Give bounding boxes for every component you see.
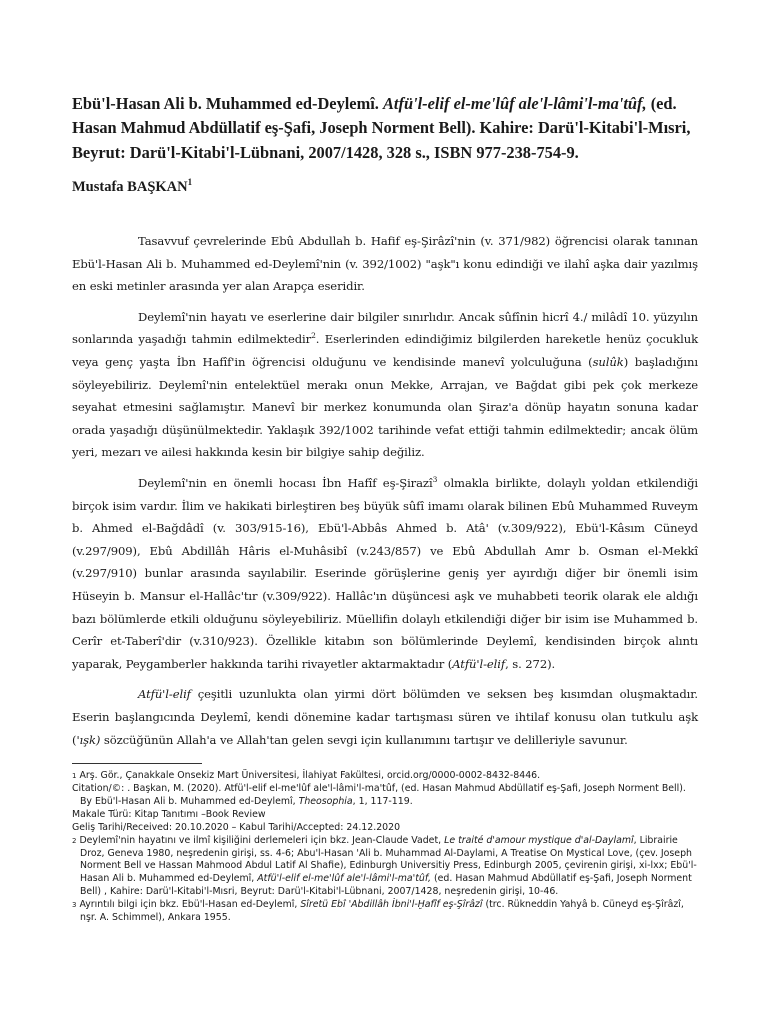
title-text: Ebü'l-Hasan Ali b. Muhammed ed-Deylemî. [72,94,383,113]
article-type-note [72,809,698,822]
footnote-italic: Sîretü Ebî 'Abdillâh İbni'l-Ḫafîf eş-Şîrâzî [300,899,483,911]
footnote-number: 1 [72,772,77,781]
review-body [72,230,698,751]
paragraph-3 [72,472,698,675]
footnote-divider [72,763,202,764]
footnote-text: Arş. Gör., Çanakkale Onsekiz Mart Üniversitesi, İlahiyat Fakültesi, orcid.org/0000-0002-8432-8446. [76,770,541,782]
paragraph-text: Deylemî'nin en önemli hocası İbn Hafîf eş-Şirazî [138,475,433,490]
review-title [72,92,698,165]
footnote-2 [72,835,698,900]
journal-name: Theosophia [298,795,353,807]
title-text-cont: (ed. Hasan Mahmud Abdüllatif eş-Şafi, Joseph Norment Bell). Kahire: Darü'l-Kitabi'l-Mısri, Beyrut: Darü'l-Kitabi'l-Lübnani, 2007/1428, 328 s., ISBN 977-238-754-9. [72,94,691,162]
paragraph-text: çeşitli uzunlukta olan yirmi dört bölümden ve seksen beş kısımdan oluşmaktadır. Eserin başlangıcında Deylemî, kendi dönemine kadar tartışması süren ve ihtilaf konusu olan tutkulu aşk ( [72,687,698,747]
dates-note [72,822,698,835]
footnotes [72,770,698,925]
footnote-text: Makale Türü: Kitap Tanıtımı –Book Review [72,808,266,820]
paragraph-italic: Atfü'l-elif [138,687,191,702]
paragraph-text: , s. 272). [505,656,556,671]
footnote-3 [72,899,698,925]
paragraph-1 [72,230,698,298]
footnote-text: Ayrıntılı bilgi için bkz. Ebü'l-Hasan ed-Deylemî, [76,899,301,911]
footnote-1 [72,770,698,783]
footnote-text: Geliş Tarihi/Received: 20.10.2020 – Kabul Tarihi/Accepted: 24.12.2020 [72,821,401,833]
paragraph-2 [72,306,698,464]
footnote-text: (trc. Rükneddin Yahyâ b. Cüneyd eş-Şîrâzî, nşr. A. Schimmel), Ankara 1955. [80,899,684,924]
paragraph-text: . Eserlerinden edindiğimiz bilgilerden hareketle henüz çocukluk veya genç yaşta İbn Hafîf'in öğrencisi olduğunu ve kendisinde manevî yolculuğuna ( [72,332,698,370]
paragraph-4 [72,683,698,751]
paragraph-italic: Atfü'l-elif [452,656,506,671]
paragraph-text: sözcüğünün Allah'a ve Allah'tan gelen sevgi için kullanımını tartışır ve delilleriyle savunur. [100,732,628,747]
footnote-italic: Le traité d'amour mystique d'al-Daylamî [444,834,634,846]
paragraph-italic: 'ışk) [76,732,101,747]
footnote-text: Citation/©: . Başkan, M. (2020). Atfü'l-elif el-me'lûf ale'l-lâmi'l-ma'tûf, (ed. Hasan Mahmud Abdüllatif eş-Şafi, Joseph Norment Bell). By Ebü'l-Hasan Ali b. Muhammed ed-Deylemî, [72,783,686,807]
footnote-ref-2[interactable]: 2 [311,331,316,341]
footnote-text: Deylemî'nin hayatını ve ilmî kişiliğini derlemeleri için bkz. Jean-Claude Vadet, [76,834,445,846]
author-text: Mustafa BAŞKAN [72,179,188,196]
footnote-text: (ed. Hasan Mahmud Abdüllatif eş-Şafi, Joseph Norment Bell) , Kahire: Darü'l-Kitabi'l-Mısri, Beyrut: Darü'l-Kitabi'l-Lübnani, 2007/1428, neşredenin girişi, 10-46. [80,873,692,898]
review-page [72,92,698,925]
paragraph-text: Tasavvuf çevrelerinde Ebû Abdullah b. Hafif eş-Şirâzî'nin (v. 371/982) öğrencisi olarak tanınan Ebü'l-Hasan Ali b. Muhammed ed-Deylemî'nin (v. 392/1002) "aşk"ı konu edindiği ve ilahî aşka dair yazılmış en eski metinler arasında yer alan Arapça eseridir. [72,234,698,294]
footnote-number: 2 [72,836,77,845]
citation-note [72,783,698,809]
paragraph-text: ) başladığını söyleyebiliriz. Deylemî'nin entelektüel merakı onun Mekke, Arrajan, ve Bağdat gibi pek çok merkeze seyahat etmesini sağlamıştır. Manevî bir merkez konumunda olan Şiraz'a dönüp hayatın sonuna kadar orada yaşadığı düşünülmektedir. Yaklaşık 392/1002 tarihinde vefat ettiği tahmin edilmektedir; ancak ölüm yeri, mezarı ve ailesi hakkında kesin bir bilgiye sahip değiliz. [72,355,698,460]
paragraph-italic: sulûk [592,355,624,370]
footnote-number: 3 [72,901,77,910]
footnote-text: , Librairie Droz, Geneva 1980, neşredenin girişi, ss. 4-6; Abu'l-Hasan 'Ali b. Muhammad Al-Daylami, A Treatise On Mystical Love, (çev. Joseph Norment Bell ve Hassan Mahmood Abdul Latif Al Shafie), Edinburgh Universitiy Press, Edinburgh 2005, çevirenin girişi, xi-lxx; Ebü'l-Hasan Ali b. Muhammed ed-Deylemî, [80,834,697,885]
author-name [72,173,698,196]
footnote-ref-1[interactable]: 1 [187,177,193,188]
footnote-ref-3[interactable]: 3 [432,475,438,485]
paragraph-text: Deylemî'nin hayatı ve eserlerine dair bilgiler sınırlıdır. Ancak sûfînin hicrî 4./ milâdî 10. yüzyılın sonlarında yaşadığı tahmin edilmektedir [72,309,698,347]
footnote-text: , 1, 117-119. [352,795,413,807]
title-italic-text: Atfü'l-elif el-me'lûf ale'l-lâmi'l-ma'tûf, [383,94,647,113]
footnote-italic: Atfü'l-elif el-me'lûf ale'l-lâmi'l-ma'tûf, [257,873,431,885]
paragraph-text: olmakla birlikte, dolaylı yoldan etkilendiği birçok isim vardır. İlim ve hakikati birleştiren beş büyük sûfî imamı olarak bilinen Ebû Muhammed Ruveym b. Ahmed el-Bağdâdî (v. 303/915-16), Ebü'l-Abbâs Ahmed b. Atâ' (v.309/922), Ebü'l-Kâsım Cüneyd (v.297/909), Ebû Abdillâh Hâris el-Muhâsibî (v.243/857) ve Ebû Abdullah Amr b. Osman el-Mekkî (v.297/910) bunlar arasında sayılabilir. Eserinde görüşlerine geniş yer ayırdığı diğer bir önemli isim Hüseyin b. Mansur el-Hallâc'tır (v.309/922). Hallâc'ın düşüncesi aşk ve muhabbeti teorik olarak ele aldığı bazı bölümlerde etkili olduğunu söyleyebiliriz. Müellifin dolaylı etkilendiği diğer bir isim ise Muhammed b. Cerîr et-Taberî'dir (v.310/923). Özellikle kitabın son bölümlerinde Deylemî, kendisinden birçok alıntı yaparak, Peygamberler hakkında tarihi rivayetler aktarmaktadır ( [72,475,699,671]
